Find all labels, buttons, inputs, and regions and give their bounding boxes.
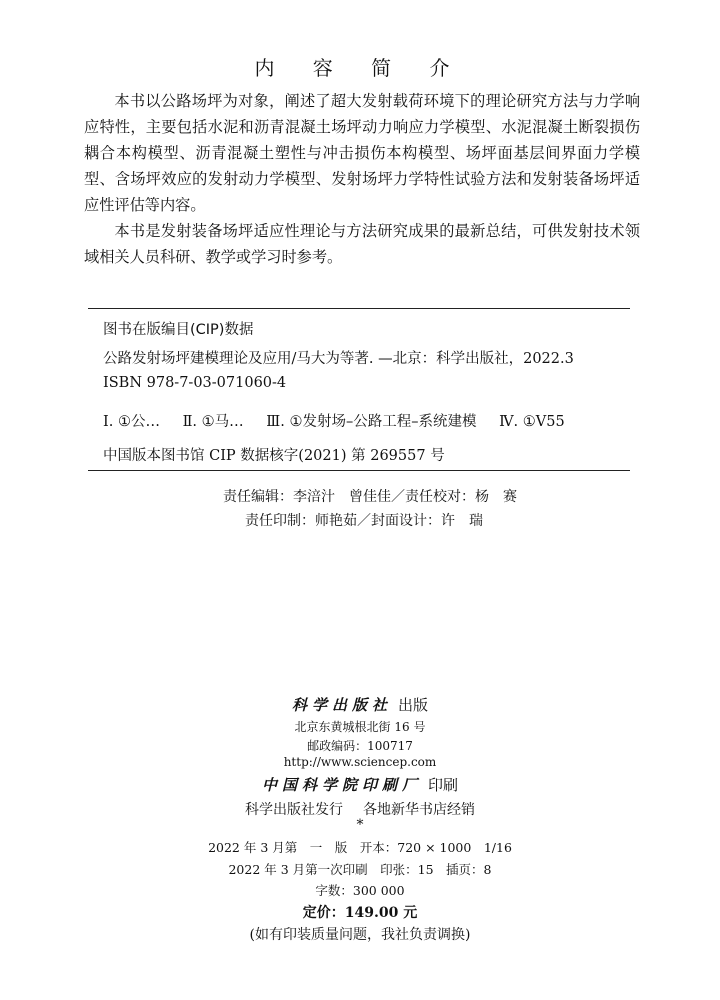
word-count: 字数：300 000 — [315, 883, 405, 898]
publisher-logo-text: 科学出版社 — [291, 696, 392, 714]
printer-line — [0, 774, 720, 795]
retailer: 各地新华书店经销 — [363, 802, 475, 818]
distribution-line — [0, 799, 720, 819]
publisher-url: http://www.sciencep.com — [283, 755, 437, 769]
quality-note: (如有印装质量问题，我社负责调换) — [249, 927, 471, 943]
publisher-suffix: 出版 — [398, 696, 429, 714]
editors-line: 责任编辑：李涪汁 曾佳佳／责任校对：杨 赛 — [223, 489, 517, 505]
cip-isbn: ISBN 978-7-03-071060-4 — [103, 375, 287, 391]
intro-paragraph: 本书以公路场坪为对象，阐述了超大发射载荷环境下的理论研究方法与力学响应特性，主要包括水泥和沥青混凝土场坪动力响应力学模型、水泥混凝土断裂损伤耦合本构模型、沥青混凝土塑性与冲击损伤本构模型、场坪面基层间界面力学模型、含场坪效应的发射动力学模型、发射场坪力学特性试验方法和发射装备场坪适应性评估等内容。 — [84, 92, 640, 214]
editors-line: 责任印制：师艳茹／封面设计：许 瑞 — [245, 513, 483, 529]
printer-suffix: 印刷 — [428, 776, 459, 794]
cip-class-item: Ⅱ. ①马… — [182, 414, 244, 430]
cip-top-rule — [88, 308, 630, 309]
intro-paragraph: 本书是发射装备场坪适应性理论与方法研究成果的最新总结，可供发射技术领域相关人员科研、教学或学习时参考。 — [84, 222, 640, 266]
intro-text — [84, 88, 640, 270]
cip-class-item: Ⅳ. ①V55 — [499, 414, 565, 430]
cip-class-item: Ⅲ. ①发射场–公路工程–系统建模 — [266, 414, 477, 430]
separator-star: * — [356, 817, 364, 833]
cip-record: 中国版本图书馆 CIP 数据核字(2021) 第 269557 号 — [103, 448, 445, 464]
printer-logo-text: 中国科学院印刷厂 — [261, 776, 422, 794]
cip-title-line: 公路发射场坪建模理论及应用/马大为等著. —北京：科学出版社，2022.3 — [103, 351, 574, 367]
printing-info: 2022 年 3 月第一次印刷 印张：15 插页：8 — [228, 862, 492, 877]
cip-class-item: Ⅰ. ①公… — [103, 414, 160, 430]
cip-heading: 图书在版编目(CIP)数据 — [103, 322, 254, 338]
edition-info: 2022 年 3 月第 一 版 开本：720 × 1000 1/16 — [208, 840, 512, 855]
price: 定价：149.00 元 — [302, 905, 418, 921]
publisher-postcode: 邮政编码：100717 — [307, 739, 413, 753]
page-title: 内 容 简 介 — [254, 56, 466, 80]
cip-classifications — [103, 410, 583, 431]
distributor: 科学出版社发行 — [245, 802, 343, 818]
publisher-line — [0, 694, 720, 715]
cip-bottom-rule — [88, 470, 630, 471]
publisher-address: 北京东黄城根北街 16 号 — [294, 720, 426, 734]
